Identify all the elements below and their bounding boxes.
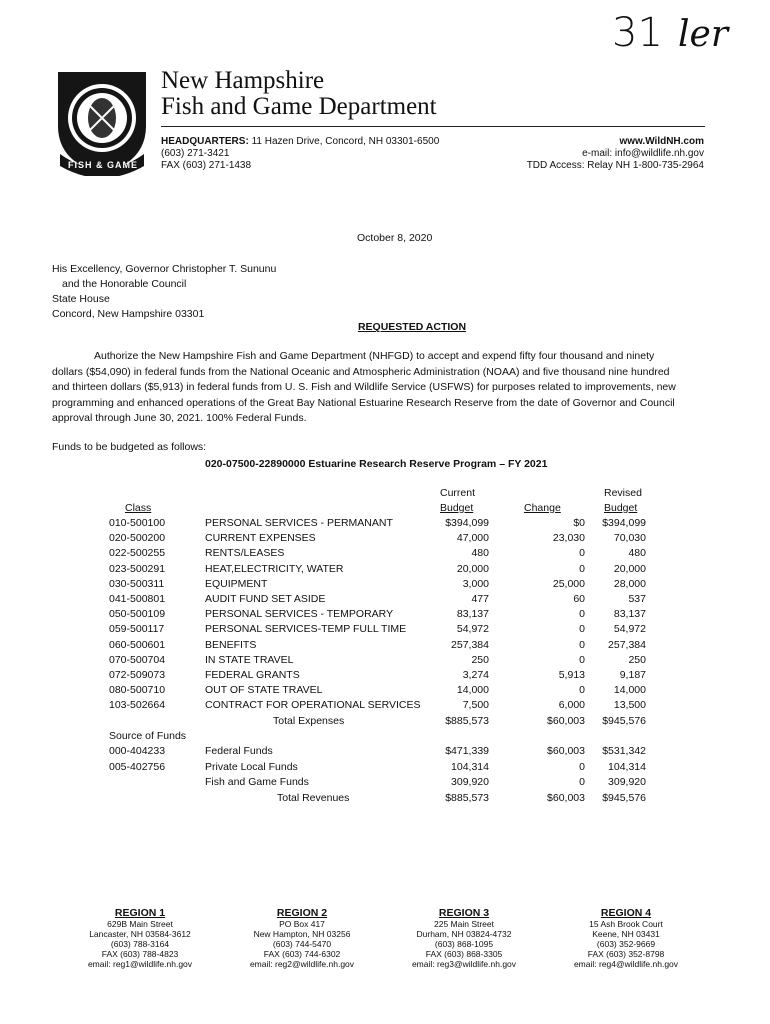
change-amount: 25,000	[552, 577, 585, 590]
total-expenses-row	[0, 715, 770, 730]
expense-row	[0, 578, 770, 593]
region-email[interactable]: email: reg1@wildlife.nh.gov	[87, 959, 193, 969]
current-budget: 257,384	[451, 638, 489, 651]
addressee-line2: and the Honorable Council	[62, 278, 187, 290]
region-line: PO Box 417	[279, 919, 325, 929]
expense-row	[0, 623, 770, 638]
region-title: REGION 1	[114, 907, 166, 919]
current-budget: 104,314	[451, 760, 489, 773]
revised-budget: 28,000	[613, 577, 646, 590]
header-divider	[161, 126, 705, 127]
header-revised-top: Revised	[604, 487, 642, 499]
line-description: Private Local Funds	[205, 760, 298, 773]
class-code: 020-500200	[109, 532, 166, 545]
region-office-1	[70, 908, 210, 969]
expense-row	[0, 532, 770, 547]
region-line: (603) 788-3164	[110, 939, 170, 949]
revenue-row	[0, 745, 770, 760]
region-title: REGION 4	[600, 907, 652, 919]
hq-label: HEADQUARTERS:	[161, 136, 249, 147]
current-budget: 3,000	[462, 577, 489, 590]
region-email[interactable]: email: reg2@wildlife.nh.gov	[249, 959, 355, 969]
class-code: 059-500117	[109, 623, 165, 636]
class-code: 030-500311	[109, 577, 165, 590]
revenue-row	[0, 776, 770, 791]
class-code: 070-500704	[109, 653, 166, 666]
region-line: 225 Main Street	[433, 919, 494, 929]
change-amount: 0	[579, 760, 585, 773]
current-budget: 20,000	[456, 562, 489, 575]
change-amount: 0	[579, 623, 585, 636]
table-header-row-top	[0, 487, 770, 502]
header-current-top: Current	[440, 487, 476, 499]
current-budget: 3,274	[462, 669, 489, 681]
change-amount: 0	[579, 638, 585, 651]
revised-budget: 537	[628, 593, 646, 605]
revised-budget: 70,030	[613, 532, 646, 545]
class-code: 080-500710	[109, 684, 166, 697]
expense-row	[0, 639, 770, 654]
region-office-2	[232, 908, 372, 969]
line-description: IN STATE TRAVEL	[205, 653, 294, 666]
region-email[interactable]: email: reg3@wildlife.nh.gov	[411, 959, 517, 969]
line-description: RENTS/LEASES	[205, 547, 285, 560]
class-code: 103-502664	[109, 699, 166, 712]
current-budget: 47,000	[456, 532, 489, 545]
region-line: FAX (603) 352-8798	[587, 949, 665, 959]
change-amount: 0	[579, 562, 585, 575]
expense-row	[0, 517, 770, 532]
revised-budget: 257,384	[608, 638, 646, 651]
revised-budget: 20,000	[613, 562, 646, 575]
change-amount: 0	[579, 653, 585, 666]
class-code: 072-509073	[109, 669, 166, 681]
region-title: REGION 2	[276, 907, 328, 919]
revised-budget: 480	[628, 547, 646, 560]
current-budget: 83,137	[456, 608, 489, 621]
expense-row	[0, 563, 770, 578]
total-revenues-current: $885,573	[445, 792, 489, 804]
line-description: CURRENT EXPENSES	[205, 532, 316, 545]
change-amount: $60,003	[547, 745, 585, 757]
total-revenues-change: $60,003	[547, 792, 585, 804]
region-line: 15 Ash Brook Court	[589, 919, 663, 929]
change-amount: 0	[579, 776, 585, 788]
expense-row	[0, 684, 770, 699]
current-budget: $394,099	[445, 517, 489, 529]
current-budget: 480	[471, 547, 489, 560]
region-email[interactable]: email: reg4@wildlife.nh.gov	[573, 959, 679, 969]
line-description: BENEFITS	[205, 638, 257, 651]
line-description: HEAT,ELECTRICITY, WATER	[205, 562, 344, 575]
region-title: REGION 3	[438, 907, 490, 919]
region-line: Keene, NH 03431	[592, 929, 660, 939]
current-budget: 54,972	[456, 623, 489, 636]
region-line: FAX (603) 744-6302	[263, 949, 341, 959]
line-description: EQUIPMENT	[205, 577, 268, 590]
total-revenues-revised: $945,576	[602, 792, 646, 804]
org-name-line2: Fish and Game Department	[161, 93, 437, 120]
current-budget: 7,500	[462, 699, 489, 712]
class-code: 010-500100	[109, 517, 166, 529]
header-class: Class	[125, 502, 152, 514]
change-amount: 0	[579, 684, 585, 697]
table-header-row	[0, 502, 770, 517]
revised-budget: 14,000	[613, 684, 646, 697]
hq-phone: (603) 271-3421	[161, 148, 230, 159]
class-code: 041-500801	[109, 593, 166, 605]
revenue-row	[0, 761, 770, 776]
change-amount: 60	[573, 593, 585, 605]
revised-budget: 104,314	[608, 760, 646, 773]
change-amount: 6,000	[558, 699, 585, 712]
revised-budget: 54,972	[613, 623, 646, 636]
region-line: (603) 744-5470	[272, 939, 332, 949]
class-code: 060-500601	[109, 638, 166, 651]
class-code: 000-404233	[109, 745, 166, 757]
region-line: 629B Main Street	[107, 919, 173, 929]
class-code: 023-500291	[109, 562, 166, 575]
funds-intro: Funds to be budgeted as follows:	[52, 441, 207, 453]
tdd-access: TDD Access: Relay NH 1-800-735-2964	[526, 160, 704, 171]
line-description: FEDERAL GRANTS	[205, 669, 300, 681]
addressee-block	[52, 262, 276, 322]
hq-contact-block	[527, 136, 704, 172]
line-description: CONTRACT FOR OPERATIONAL SERVICES	[205, 699, 421, 712]
line-description: OUT OF STATE TRAVEL	[205, 684, 323, 697]
current-budget: 14,000	[456, 684, 489, 697]
region-office-3	[394, 908, 534, 969]
revised-budget: 9,187	[619, 669, 646, 681]
letter-date: October 8, 2020	[357, 232, 433, 244]
revised-budget: 309,920	[608, 776, 646, 788]
handwritten-initials: ler	[678, 14, 729, 55]
expense-row	[0, 699, 770, 714]
revised-budget: 83,137	[613, 608, 646, 621]
total-revenues-label: Total Revenues	[277, 792, 350, 804]
current-budget: 309,920	[451, 776, 489, 788]
region-office-4	[556, 908, 696, 969]
expense-row	[0, 669, 770, 684]
line-description: Federal Funds	[205, 745, 273, 757]
website-link[interactable]: www.WildNH.com	[619, 136, 704, 147]
region-line: FAX (603) 868-3305	[425, 949, 503, 959]
total-expenses-current: $885,573	[445, 715, 489, 727]
expense-row	[0, 654, 770, 669]
current-budget: $471,339	[445, 745, 489, 757]
line-description: AUDIT FUND SET ASIDE	[205, 593, 326, 605]
change-amount: $0	[573, 517, 585, 529]
region-line: FAX (603) 788-4823	[101, 949, 179, 959]
hq-address: 11 Hazen Drive, Concord, NH 03301-6500	[251, 136, 440, 147]
expense-row	[0, 608, 770, 623]
expense-row	[0, 593, 770, 608]
seal-banner-text: FISH & GAME	[67, 160, 138, 170]
change-amount: 0	[579, 608, 585, 621]
line-description: PERSONAL SERVICES - PERMANANT	[205, 517, 393, 529]
total-expenses-change: $60,003	[547, 715, 585, 727]
revised-budget: 250	[628, 653, 646, 666]
action-paragraph: Authorize the New Hampshire Fish and Game Department (NHFGD) to accept and expend fifty four thousand and ninety dollars ($54,090) in federal funds from the National Oceanic and Atmospheric Administration (NOAA) and five thousand nine hundred and thirteen dollars ($5,913) in federal funds from U. S. Fish and Wildlife Service (USFWS) for purposes related to improvements, new programming and enhanced operations of the Great Bay National Estuarine Research Reserve from the date of Governor and Council approval through June 30, 2021. 100% Federal Funds.	[52, 350, 676, 424]
hq-fax: FAX (603) 271-1438	[161, 160, 252, 171]
change-amount: 23,030	[552, 532, 585, 545]
region-line: (603) 868-1095	[434, 939, 494, 949]
total-expenses-label: Total Expenses	[273, 715, 345, 727]
total-expenses-revised: $945,576	[602, 715, 646, 727]
region-line: Durham, NH 03824-4732	[416, 929, 512, 939]
source-of-funds-row	[0, 730, 770, 745]
addressee-line3: State House	[52, 293, 110, 305]
region-line: Lancaster, NH 03584-3612	[89, 929, 191, 939]
class-code: 005-402756	[109, 760, 166, 773]
requested-action-title: REQUESTED ACTION	[357, 321, 467, 333]
addressee-line4: Concord, New Hampshire 03301	[52, 308, 205, 320]
line-description: Fish and Game Funds	[205, 776, 309, 788]
revised-budget: $531,342	[602, 745, 646, 757]
addressee-line1: His Excellency, Governor Christopher T. Sununu	[52, 263, 277, 275]
table-title: 020-07500-22890000 Estuarine Research Reserve Program – FY 2021	[205, 458, 548, 470]
hq-address-block	[161, 136, 439, 172]
change-amount: 0	[579, 547, 585, 560]
line-description: PERSONAL SERVICES-TEMP FULL TIME	[205, 623, 407, 636]
email-link[interactable]: e-mail: info@wildlife.nh.gov	[582, 148, 704, 159]
source-of-funds-label: Source of Funds	[109, 730, 187, 742]
org-name-line1: New Hampshire	[161, 67, 325, 94]
header-current-budget: Budget	[440, 502, 474, 514]
revised-budget: 13,500	[613, 699, 646, 712]
line-description: PERSONAL SERVICES - TEMPORARY	[205, 608, 394, 621]
header-change: Change	[524, 502, 561, 514]
class-code: 022-500255	[109, 547, 166, 560]
current-budget: 477	[471, 593, 489, 605]
current-budget: 250	[471, 653, 489, 666]
handwritten-page-number: 31	[612, 10, 663, 56]
header-revised-budget: Budget	[604, 502, 638, 514]
region-line: (603) 352-9669	[596, 939, 656, 949]
change-amount: 5,913	[558, 669, 585, 681]
expense-row	[0, 547, 770, 562]
total-revenues-row	[0, 792, 770, 807]
class-code: 050-500109	[109, 608, 166, 621]
revised-budget: $394,099	[602, 517, 646, 529]
region-line: New Hampton, NH 03256	[253, 929, 351, 939]
